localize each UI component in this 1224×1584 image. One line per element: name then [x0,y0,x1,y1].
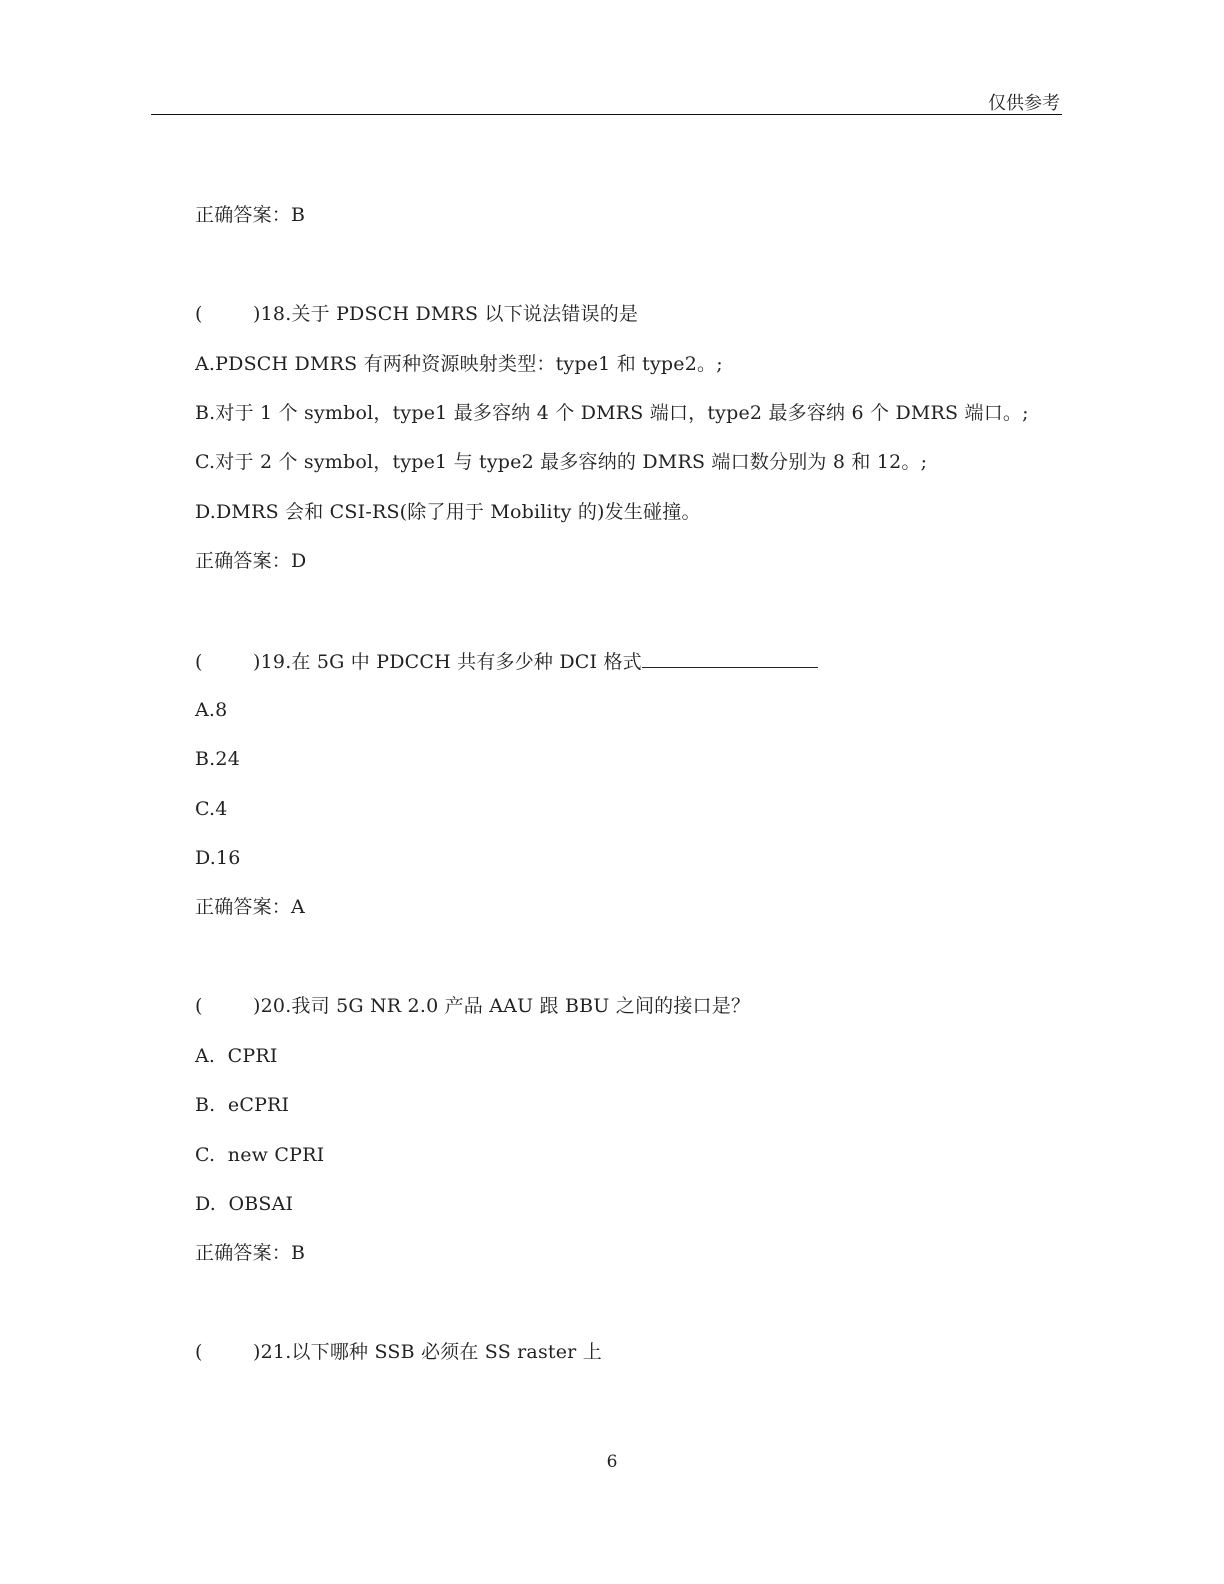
option-19-d: D.16 [195,847,241,869]
answer-bracket: ( [195,651,203,673]
fill-in-blank [642,647,818,668]
option-18-c: C.对于 2 个 symbol，type1 与 type2 最多容纳的 DMRS 端口数分别为 8 和 12。; [195,451,928,473]
question-18 [195,301,638,327]
option-18-d: D.DMRS 会和 CSI-RS(除了用于 Mobility 的)发生碰撞。 [195,501,701,523]
answer-bracket: ( [195,1341,203,1363]
question-text: )18.关于 PDSCH DMRS 以下说法错误的是 [253,303,639,325]
option-20-b: B. eCPRI [195,1094,290,1116]
question-19 [195,647,818,675]
option-20-c: C. new CPRI [195,1144,325,1166]
answer-line-17: 正确答案：B [195,204,306,226]
page-number: 6 [606,1452,618,1472]
option-20-a: A. CPRI [195,1045,278,1067]
question-20 [195,993,750,1019]
answer-line-20: 正确答案：B [195,1242,306,1264]
option-18-b: B.对于 1 个 symbol，type1 最多容纳 4 个 DMRS 端口，type2 最多容纳 6 个 DMRS 端口。; [195,402,1029,424]
header-text: 仅供参考 [988,93,1060,114]
question-text: )21.以下哪种 SSB 必须在 SS raster 上 [253,1341,602,1363]
header-rule [151,114,1062,115]
question-text: )20.我司 5G NR 2.0 产品 AAU 跟 BBU 之间的接口是？ [253,995,751,1017]
option-19-b: B.24 [195,748,240,770]
option-19-a: A.8 [195,699,228,721]
answer-line-18: 正确答案：D [195,550,307,572]
answer-bracket: ( [195,303,203,325]
answer-bracket: ( [195,995,203,1017]
question-21 [195,1339,602,1365]
question-text: )19.在 5G 中 PDCCH 共有多少种 DCI 格式 [253,651,642,673]
option-18-a: A.PDSCH DMRS 有两种资源映射类型：type1 和 type2。; [195,353,723,375]
answer-line-19: 正确答案：A [195,896,305,918]
option-19-c: C.4 [195,798,228,820]
option-20-d: D. OBSAI [195,1193,294,1215]
